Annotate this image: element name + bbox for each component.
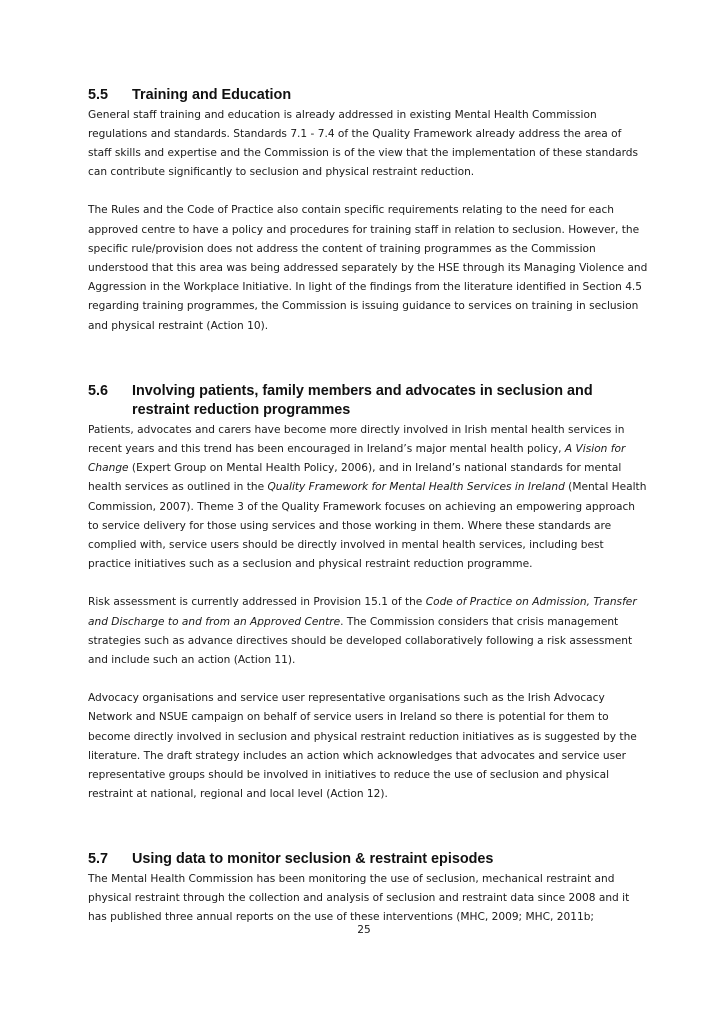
paragraph: The Mental Health Commission has been monitoring the use of seclusion, mechanical restraint and physical restraint through the collection and analysis of seclusion and restraint data since 2008 and it has published three annual reports on the use of these interventions (MHC, 2009; MHC, 2011b; — [88, 872, 630, 924]
paragraph: Advocacy organisations and service user representative organisations such as the Irish Advocacy Network and NSUE campaign on behalf of service users in Ireland so there is potential for them to become directly involved in seclusion and physical restraint reduction initiatives as is suggested by the literature. The draft strategy includes an action which acknowledges that advocates and service user representative groups should be involved in initiatives to reduce the use of seclusion and physical restraint at national, regional and local level (Action 12). — [88, 692, 637, 801]
section-number: 5.7 — [88, 851, 109, 868]
italic-title: Code of Practice on Admission, Transfer and Discharge to and from an Approved Centre — [88, 596, 637, 628]
section-heading-5-6 — [88, 382, 648, 421]
paragraph: General staff training and education is already addressed in existing Mental Health Commission regulations and standards. Standards 7.1 - 7.4 of the Quality Framework already address the area of staff skills and expertise and the Commission is of the view that the implementation of these standards can contribute significantly to seclusion and physical restraint reduction. — [88, 108, 638, 179]
paragraph: Risk assessment is currently addressed in Provision 15.1 of the Code of Practice on Admission, Transfer and Discharge to and from an Approved Centre. The Commission considers that crisis management strategies such as advance directives should be developed collaboratively following a risk assessment and include such an action (Action 11). — [88, 596, 637, 666]
section-heading-5-5 — [88, 86, 648, 106]
paragraph: Patients, advocates and carers have become more directly involved in Irish mental health services in recent years and this trend has been encouraged in Ireland’s major mental health policy, A Vision for Change (Expert Group on Mental Health Policy, 2006), and in Ireland’s national standards for mental health services as outlined in the Quality Framework for Mental Health Services in Ireland (Mental Health Commission, 2007). Theme 3 of the Quality Framework focuses on achieving an empowering approach to service delivery for those using services and those working in them. Where these standards are complied with, service users should be directly involved in mental health services, including best practice initiatives such as a seclusion and physical restraint reduction programme. — [88, 423, 647, 571]
page-number: 25 — [357, 924, 371, 936]
section-heading-5-7 — [88, 850, 648, 870]
section-title: Training and Education — [132, 87, 292, 103]
italic-title: Quality Framework for Mental Health Services in Ireland — [267, 481, 565, 494]
section-number: 5.5 — [88, 87, 109, 103]
section-number: 5.6 — [88, 382, 109, 399]
italic-title: A Vision for Change — [88, 442, 626, 475]
page-content — [88, 86, 648, 928]
section-title: Involving patients, family members and advocates in seclusion and restraint reduction programmes — [132, 382, 593, 419]
paragraph: The Rules and the Code of Practice also contain specific requirements relating to the need for each approved centre to have a policy and procedures for training staff in relation to seclusion. However, the specific rule/provision does not address the content of training programmes as the Commission understood that this area was being addressed separately by the HSE through its Managing Violence and Aggression in the Workplace Initiative. In light of the findings from the literature identified in Section 4.5 regarding training programmes, the Commission is issuing guidance to services on training in seclusion and physical restraint (Action 10). — [88, 204, 648, 332]
section-title: Using data to monitor seclusion & restraint episodes — [132, 851, 494, 868]
